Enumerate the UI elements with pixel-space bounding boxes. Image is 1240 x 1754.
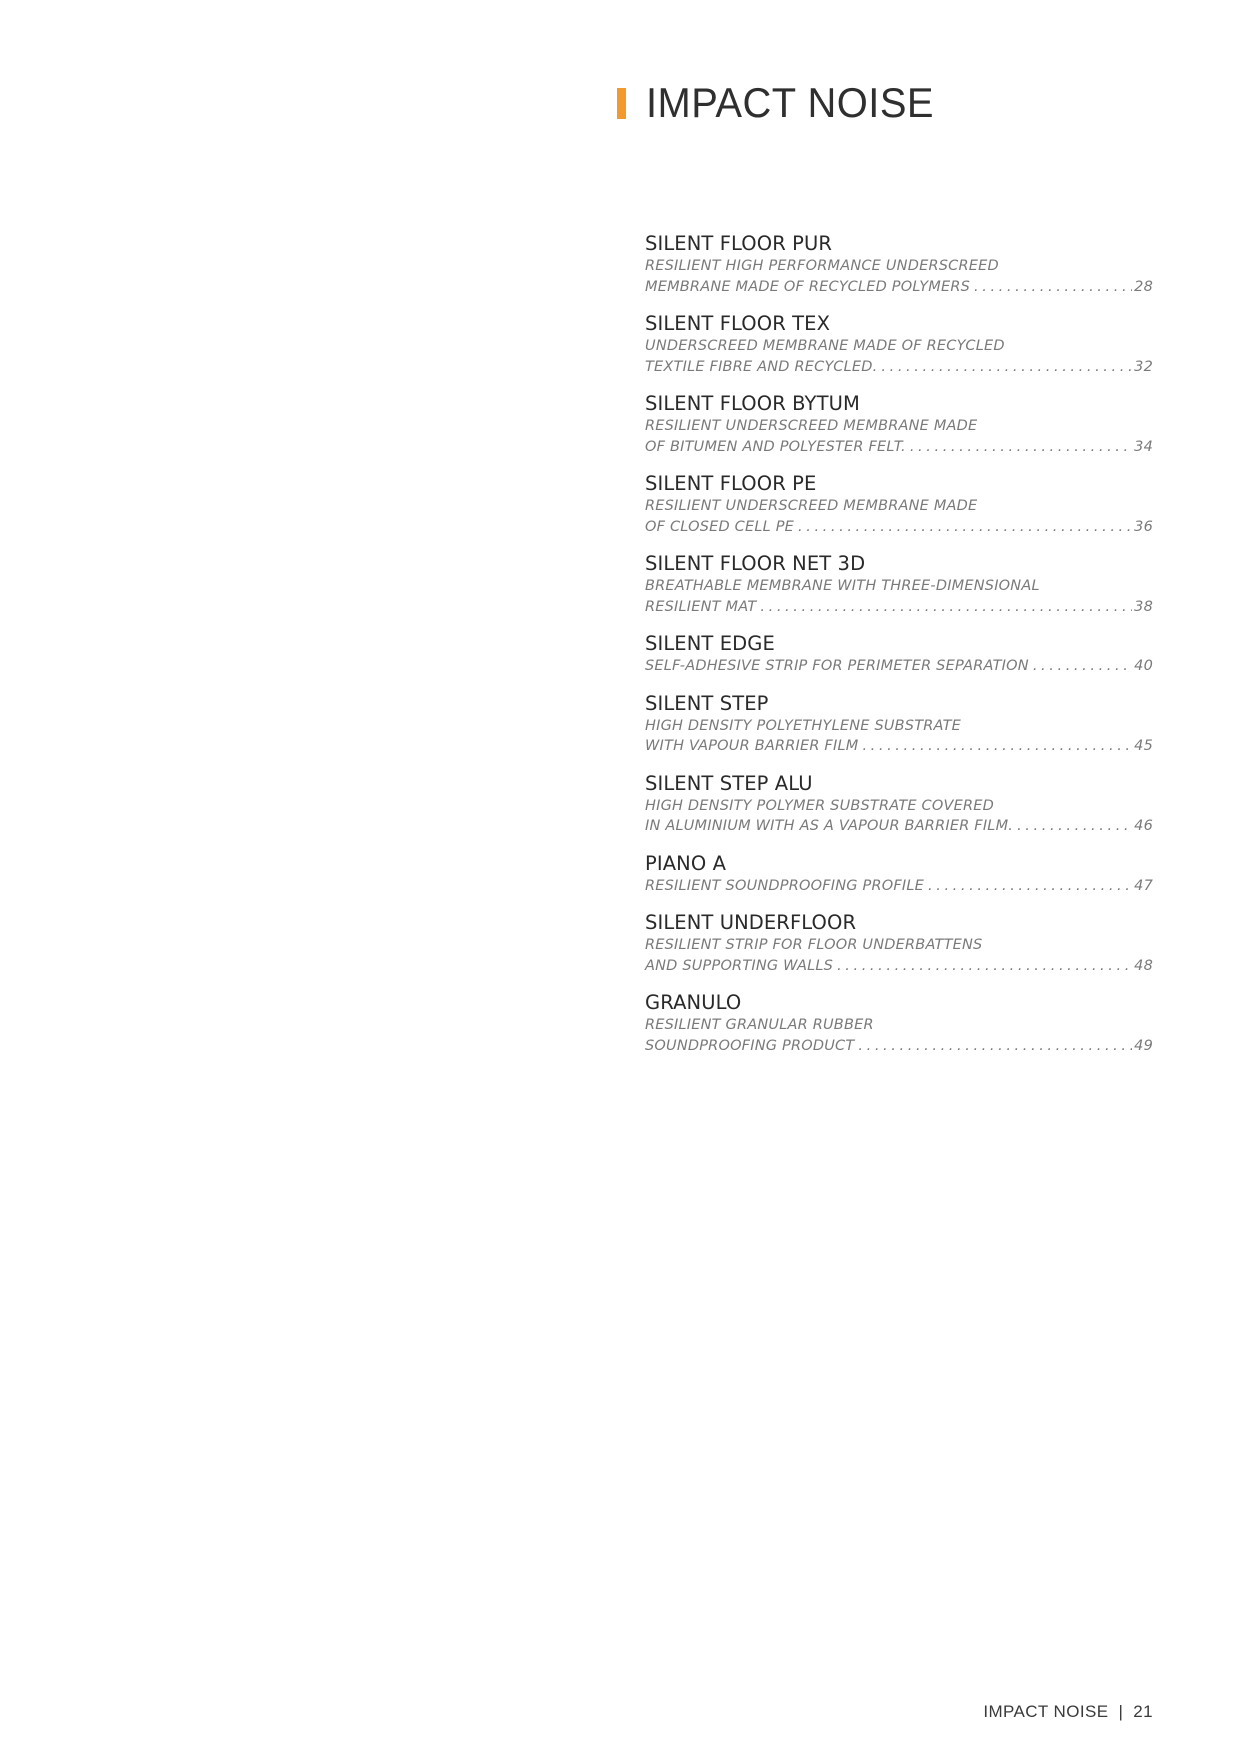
toc-entry-description-line: AND SUPPORTING WALLS — [645, 957, 834, 974]
page-title: IMPACT NOISE — [646, 79, 935, 126]
toc-entry-last-line — [645, 956, 1153, 977]
toc-entry-description — [645, 1015, 1153, 1056]
toc-entry-description-line: WITH VAPOUR BARRIER FILM — [645, 738, 859, 754]
toc-entry-last-line — [645, 517, 1153, 538]
footer-section: IMPACT NOISE — [983, 1702, 1109, 1721]
toc-entry-page-number: 34 — [1134, 438, 1153, 455]
toc-entry-description-line: SELF-ADHESIVE STRIP FOR PERIMETER SEPARATION — [645, 658, 1029, 674]
page-header — [617, 79, 949, 126]
toc-entry-page-number: 46 — [1134, 818, 1153, 834]
toc-entry[interactable] — [645, 852, 1153, 897]
toc-entry[interactable] — [645, 552, 1153, 617]
toc-entry-description-line: RESILIENT GRANULAR RUBBER — [645, 1017, 874, 1033]
toc-entry[interactable] — [645, 772, 1153, 837]
toc-entry-description-line: MEMBRANE MADE OF RECYCLED POLYMERS — [645, 278, 971, 295]
toc-entry-title: SILENT FLOOR TEX — [645, 312, 831, 335]
footer-page-number: 21 — [1133, 1702, 1153, 1721]
toc-entry-last-line — [645, 876, 1153, 897]
toc-entry-page-number: 32 — [1134, 358, 1153, 375]
toc-entry-description — [645, 576, 1153, 617]
toc-entry[interactable] — [645, 392, 1153, 457]
toc-entry[interactable] — [645, 472, 1153, 537]
toc-entry-last-line — [645, 277, 1153, 298]
dot-leader — [858, 1036, 1132, 1057]
toc-entry-description-line: RESILIENT MAT — [645, 598, 757, 615]
toc-entry-last-line — [645, 1036, 1153, 1057]
toc-entry[interactable] — [645, 232, 1153, 297]
toc-entry-last-line — [645, 357, 1153, 378]
toc-entry-description-line: TEXTILE FIBRE AND RECYCLED. — [645, 358, 878, 375]
toc-entry-title: PIANO A — [645, 851, 727, 875]
toc-entry-description-line: BREATHABLE MEMBRANE WITH THREE-DIMENSIONAL — [645, 578, 1040, 594]
toc-entry-page-number: 28 — [1134, 278, 1153, 295]
toc-entry-description — [645, 336, 1153, 377]
dot-leader — [798, 517, 1132, 538]
toc-entry-description-line: SOUNDPROOFING PRODUCT — [645, 1037, 855, 1054]
toc-entry-title: SILENT FLOOR PE — [645, 472, 817, 495]
toc-entry-description-line: HIGH DENSITY POLYETHYLENE SUBSTRATE — [645, 717, 962, 734]
dot-leader — [1033, 656, 1132, 677]
dot-leader — [974, 277, 1132, 298]
toc-entry-title: SILENT FLOOR NET 3D — [645, 552, 866, 575]
toc-entry-title: SILENT STEP ALU — [645, 771, 813, 795]
toc-entry-page-number: 49 — [1134, 1037, 1153, 1054]
toc-entry-description — [645, 876, 1153, 897]
toc-entry-description-line: HIGH DENSITY POLYMER SUBSTRATE COVERED — [645, 797, 994, 814]
toc-entry[interactable] — [645, 632, 1153, 677]
toc-entry-description-line: RESILIENT SOUNDPROOFING PROFILE — [645, 877, 925, 894]
toc-entry-description — [645, 796, 1153, 837]
toc-entry-last-line — [645, 597, 1153, 618]
toc-entry-title: SILENT FLOOR PUR — [645, 232, 833, 255]
toc-entry-page-number: 38 — [1134, 598, 1153, 615]
toc-entry-last-line — [645, 816, 1153, 837]
toc-entry-last-line — [645, 736, 1153, 757]
toc-entry-title: SILENT UNDERFLOOR — [645, 911, 857, 934]
toc-entry-description-line: OF CLOSED CELL PE — [645, 518, 795, 535]
toc-entry-description-line: IN ALUMINIUM WITH AS A VAPOUR BARRIER FILM. — [645, 818, 1014, 834]
toc-entry-description-line: OF BITUMEN AND POLYESTER FELT. — [645, 438, 906, 455]
footer-separator: | — [1118, 1702, 1124, 1721]
toc-entry-last-line — [645, 437, 1153, 458]
toc-entry-title: SILENT STEP — [645, 691, 769, 715]
dot-leader — [910, 437, 1132, 458]
dot-leader — [928, 876, 1132, 897]
toc-entry-page-number: 40 — [1134, 658, 1153, 674]
toc-entry-description-line: RESILIENT UNDERSCREED MEMBRANE MADE — [645, 498, 978, 514]
toc-entry-title: SILENT FLOOR BYTUM — [645, 392, 860, 415]
toc-entry-description — [645, 935, 1153, 976]
toc-entry[interactable] — [645, 312, 1153, 377]
dot-leader — [760, 597, 1132, 618]
dot-leader — [862, 736, 1132, 757]
toc-entry-description — [645, 256, 1153, 297]
toc-entry-page-number: 47 — [1134, 877, 1153, 894]
toc-entry-title: GRANULO — [645, 991, 742, 1014]
toc-entry-description-line: UNDERSCREED MEMBRANE MADE OF RECYCLED — [645, 338, 1005, 354]
toc-entry-description-line: RESILIENT UNDERSCREED MEMBRANE MADE — [645, 418, 978, 434]
toc-entry-page-number: 48 — [1134, 957, 1153, 974]
toc-entry-description — [645, 416, 1153, 457]
dot-leader — [1017, 816, 1132, 837]
toc-entry-description — [645, 496, 1153, 537]
dot-leader — [837, 956, 1132, 977]
toc-entry-page-number: 45 — [1134, 738, 1153, 754]
toc-entry-description — [645, 656, 1153, 677]
toc-entry-description-line: RESILIENT STRIP FOR FLOOR UNDERBATTENS — [645, 937, 983, 953]
table-of-contents — [645, 232, 1153, 1071]
page-footer — [983, 1702, 1153, 1722]
toc-entry-title: SILENT EDGE — [645, 632, 775, 655]
accent-bar — [617, 88, 626, 119]
toc-entry[interactable] — [645, 911, 1153, 976]
toc-entry-page-number: 36 — [1134, 518, 1153, 535]
dot-leader — [881, 357, 1132, 378]
toc-entry-description-line: RESILIENT HIGH PERFORMANCE UNDERSCREED — [645, 258, 999, 274]
toc-entry-last-line — [645, 656, 1153, 677]
toc-entry[interactable] — [645, 692, 1153, 757]
toc-entry[interactable] — [645, 991, 1153, 1056]
toc-entry-description — [645, 716, 1153, 757]
